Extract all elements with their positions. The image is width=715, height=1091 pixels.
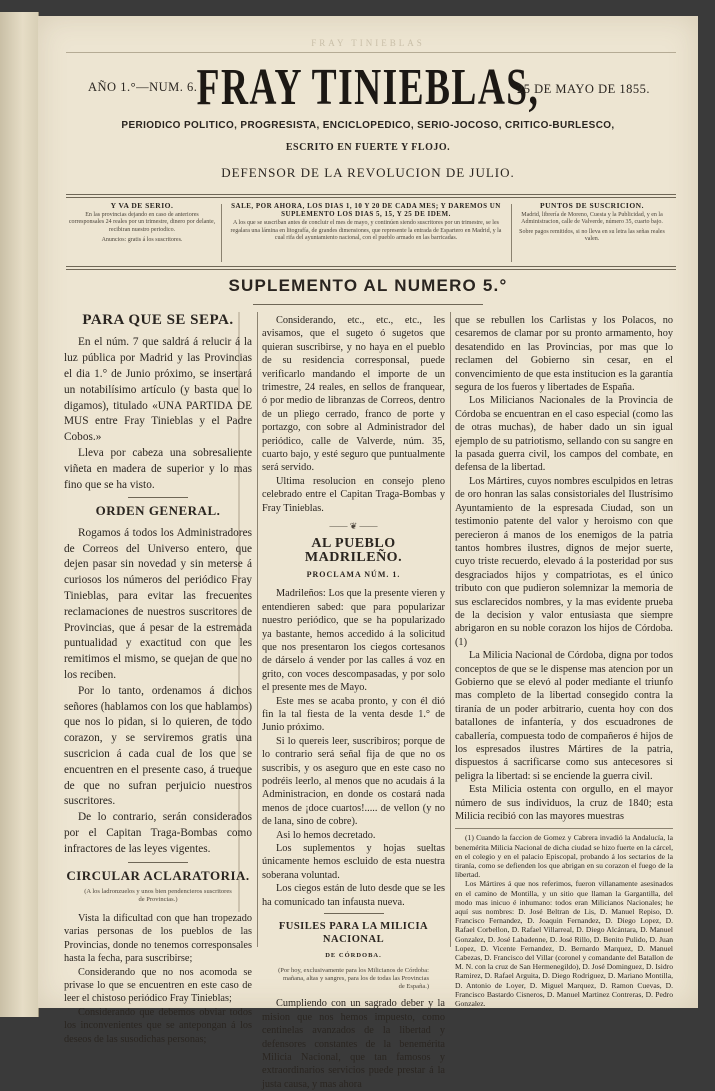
paragraph: Ultima resolucion en consejo pleno celebrado entre el Capitan Traga-Bombas y Fray Tinieblas. bbox=[262, 475, 445, 514]
heading-al-pueblo-madrileno: AL PUEBLO MADRILEÑO. bbox=[304, 536, 403, 565]
info-separator bbox=[511, 204, 512, 262]
fusiles-subheading: DE CÓRDOBA. bbox=[325, 951, 382, 959]
paragraph: Lleva por cabeza una sobresaliente viñeta en madera de superior y lo mas fino que se ha visto. bbox=[64, 446, 252, 491]
paragraph: que se rebullen los Carlistas y los Polacos, no cesaremos de clamar por su pronto armamento, hoy desatendido en las Provincias, por mas que lo reclamen del Gobierno sin cesar, en el convencimiento de que esta institucion es la garantía segura de los fueros y libertades de España. bbox=[455, 315, 673, 394]
info-right-note: Sobre pagos remitidos, si no lleva en su letra las señas reales valen. bbox=[519, 228, 665, 242]
masthead-title: FRAY TINIEBLAS, bbox=[196, 59, 540, 116]
paragraph: Vista la dificultad con que han tropezado varias personas de los pueblos de las Provincias, donde no tenemos corresponsales hasta la fecha, para suscribirse; bbox=[64, 912, 252, 965]
paragraph: Considerando que no nos acomoda se privase lo que se encuentren en este caso de leer el chistoso periódico Fray Tinieblas; bbox=[64, 966, 252, 1005]
column-2 bbox=[262, 314, 445, 1091]
info-box-left bbox=[68, 202, 216, 245]
paragraph: Por lo tanto, ordenamos á dichos señores (hablamos con los que hablamos) que nos lo pidan, si lo quieren, de todo corazon, y se serviremos gratis una suscricion á cada cual de los que se encuentren en el presente caso, á trueque de que no sufran perjuicio nuestros suscritores. bbox=[64, 684, 252, 808]
paragraph: Este mes se acaba pronto, y con él dió fin la tal fiesta de la venta desde 1.° de Junio próximo. bbox=[262, 695, 445, 734]
info-rule-bottom bbox=[66, 266, 676, 267]
paragraph: Asi lo hemos decretado. bbox=[276, 829, 376, 841]
issue-number: AÑO 1.°—NUM. 6. bbox=[88, 80, 198, 94]
paragraph: Si lo quereis leer, suscribiros; porque de lo contrario será señal fija de que no os suscribis, y os aseguro que en este caso no podréis leerlo, al menos que no acudais á la Administracion, en donde os costará nada menos de ¡doce cuartos!..... de vellon (y no de lana, sino de cobre). bbox=[262, 735, 445, 828]
info-right-heading: PUNTOS DE SUSCRICION. bbox=[540, 201, 644, 210]
info-left-note: Anuncios: gratis á los suscritores. bbox=[101, 237, 183, 243]
paragraph: Los ciegos están de luto desde que se les ha comunicado tan infausta nueva. bbox=[262, 883, 445, 908]
footnote: (1) Cuando la faccion de Gomez y Cabrera invadió la Andalucía, la benemérita Milicia Nacional de dicha ciudad se hizo fuerte en la cárcel, en el colegio y en el palacio Episcopal, probando á los sectarios de la tiranía, como se defienden los que abrigan en su corazon el fuego de la libertad. bbox=[455, 833, 673, 880]
paragraph: La Milicia Nacional de Córdoba, digna por todos conceptos de que se le dispense mas atencion por un Gobierno que se elevó al poder mediante el triunfo mas completo de la libertad consegido contra la tiranía de un poder arbitrario, cuenta hoy con dos batallones de infantería, y dos escuadrones de caballería, compuesta todo de compañeros é hijos de los espresados ilustres Mártires de la patria, dispuestos á sacrificarse como sus antecesores si peligra la libertad: si se enciende la guerra civil. bbox=[455, 650, 673, 782]
heading-orden-general: ORDEN GENERAL. bbox=[95, 503, 221, 519]
info-left-heading: Y VA DE SERIO. bbox=[110, 201, 174, 210]
heading-fusiles: FUSILES PARA LA MILICIA NACIONAL bbox=[278, 921, 429, 946]
footnote-rule bbox=[455, 828, 673, 829]
column-1 bbox=[64, 314, 252, 1046]
info-center-text: A los que se suscriban antes de concluir el mes de mayo, y continúen siendo suscritores por un trimestre, se les regalara una lámina en litografía, de grandes dimensiones, que represente la entrada de Espartero en Madrid, y la cual rifa del ayuntamiento nacional, con el pueblo armado en las barricadas. bbox=[230, 220, 502, 241]
supplement-heading: SUPLEMENTO AL NUMERO 5.° bbox=[228, 276, 508, 295]
info-center-heading: SALE, POR AHORA, LOS DIAS 1, 10 Y 20 DE CADA MES; Y DAREMOS UN SUPLEMENTO LOS DIAS 5, 15, Y 25 DE IDEM. bbox=[231, 202, 501, 218]
paragraph: Considerando que debemos obviar todos los inconvenientes que se antepongan á los deseos de las susodichas personas; bbox=[64, 1006, 252, 1045]
paragraph: Los suplementos y hojas sueltas únicamente hemos escluido de esta nuestra soberana voluntad. bbox=[262, 843, 445, 881]
masthead-defender: DEFENSOR DE LA REVOLUCION DE JULIO. bbox=[221, 165, 515, 180]
info-box-center bbox=[226, 202, 506, 243]
supplement-underline bbox=[253, 304, 483, 305]
paragraph: En el núm. 7 que saldrá á relucir á la luz pública por Madrid y las Provincias el dia 1.° de Junio próximo, se insertará un notabilísimo artículo (y basta que lo digamos), titulado «UNA PARTIDA DE MUS entre Fray Tinieblas y el Padre Cobos.» bbox=[64, 336, 252, 444]
info-left-text: En las provincias dejando en caso de anteriores corresponsales 24 reales por un trimestre, dinero por delante, recibiran nuestro periodico. bbox=[68, 211, 216, 233]
info-rule-top bbox=[66, 194, 676, 195]
issue-date: 25 DE MAYO DE 1855. bbox=[517, 82, 650, 96]
info-rule-top-2 bbox=[66, 197, 676, 198]
masthead-subtitle: PERIODICO POLITICO, PROGRESISTA, ENCICLOPEDICO, SERIO-JOCOSO, CRITICO-BURLESCO, bbox=[121, 119, 615, 131]
fusiles-note: (Por hoy, exclusivamente para los Milicianos de Córdoba: mañana, altas y sangres, para los de todas las Provincias de España.) bbox=[278, 967, 429, 991]
newspaper-page bbox=[38, 16, 698, 1090]
masthead-written: ESCRITO EN FUERTE Y FLOJO. bbox=[285, 142, 451, 153]
info-separator bbox=[221, 204, 222, 262]
info-rule-bottom-2 bbox=[66, 269, 676, 270]
column-rule bbox=[257, 312, 258, 947]
footnote: Los Mártires á que nos referimos, fueron villanamente asesinados en el camino de Montilla, y un sitio que llaman la Gargantilla, del modo mas inicuo é inhumano: todos eran Milicianos Nacionales; he aquí sus nombres: D. José Beltran de Lis, D. Manuel Repiso, D. Francisco Fernandez, D. Joaquin Fernandez, D. Diego Lopez, D. Rafael Corbellon, D. Rafael Villarreal, D. Diego Alcántara, D. Manuel Gonzalez, D. José Labadenne, D. José Rillo, D. Benito Pulido, D. Juan Lopez, D. Vicente Fernandez, D. Bernardo Marquez, D. Manuel Cabezas, D. Francisco del Villar (coronel y comandante del Batallon de M. N. con la cruz de San Hermenegildo), D. José Dominguez, D. Isidro Ramirez, D. Rafael Arguita, D. Diego Rodriguez, D. Mariano Montilla, D. Antonio de Loyer, D. Miguel Marquez, D. Ramon Cuevas, D. Francisco Bastardo Cisneros, D. Manuel Martinez Contreras, D. Pedro Gonzalez. bbox=[455, 879, 673, 1009]
heading-para-que-se-sepa: PARA QUE SE SEPA. bbox=[82, 312, 234, 328]
info-right-text: Madrid, librería de Moreno, Cuesta y la Publicidad, y en la Administracion, calle de Valverde, número 35, cuarto bajo. bbox=[521, 211, 663, 225]
ghost-title: FRAY TINIEBLAS bbox=[311, 38, 425, 48]
paragraph: Considerando, etc., etc., etc., les avisamos, que el sugeto ó sugetos que quieran suscribirse, y no haya en el pueblo de su residencia corresponsal, puede verificarlo mandando el importe de un trimestre, 24 reales, en sellos de franquear, ó por medio de libranzas de Correos, dentro de un pliego cerrado, franco de porte y portazgo, con sobre al Administrador del periódico, calle de Valverde, núm. 35, cuarto bajo, y esté seguro que puntualmente será servido. bbox=[262, 315, 445, 474]
top-rule bbox=[66, 52, 676, 53]
proclama-subheading: PROCLAMA NÚM. 1. bbox=[306, 569, 401, 579]
divider bbox=[128, 862, 188, 863]
paragraph: Madrileños: Los que la presente vieren y entendieren sabed: que para popularizar nuestro periódico, que se ha popularizado ya bastante, hemos accedido á la solicitud que nos presentaron los ciegos cortesanos de dárselo á vender por las calles á voz en grito, con voces descompasadas, y por solo el presente mes de Mayo. bbox=[262, 588, 445, 694]
circular-note: (A los ladronzuelos y unos bien pendencieros suscritores de Provincias.) bbox=[84, 887, 232, 903]
heading-circular-aclaratoria: CIRCULAR ACLARATORIA. bbox=[66, 867, 250, 883]
info-box-right bbox=[516, 202, 668, 244]
divider bbox=[128, 497, 188, 498]
paragraph: De lo contrario, serán considerados por el Capitan Traga-Bombas como infractores de las leyes vigentes. bbox=[64, 811, 252, 855]
paragraph: Los Milicianos Nacionales de la Provincia de Córdoba se encuentran en el caso especial (como las de otras muchas), de haber dado un sin igual ejemplo de su patriotismo, sellando con su sangre en la pasada guerra civil, los campos del combate, en defensa de la libertad. bbox=[455, 395, 673, 474]
ornament-divider: —— ❦ —— bbox=[329, 521, 378, 532]
column-rule bbox=[450, 312, 451, 947]
footnotes bbox=[455, 833, 673, 1008]
paragraph: Esta Milicia ostenta con orgullo, en el mayor número de sus individuos, la cruz de 1840; esta Milicia recibió con las mayores muestras bbox=[455, 784, 673, 823]
scan-binding-edge bbox=[0, 12, 39, 1017]
paragraph: Cumpliendo con un sagrado deber y la mision que nos hemos impuesto, como centinelas avanzados de la libertad y defensores constantes de la benemérita Milicia Nacional, que tan famosos y extraordinarios servicios puede prestar á la justa causa, y mas ahora bbox=[262, 998, 445, 1090]
column-3 bbox=[455, 314, 673, 1008]
paragraph: Los Mártires, cuyos nombres esculpidos en letras de oro honran las salas consistoriales del Ilustrísimo Ayuntamiento de la espresada Ciudad, son un testimonio patente del valor y heroismo con que perecieron á manos de los enemigos de la patria tantos hombres ilustres, dignos de mejor suerte, cuyo triste recuerdo, elevado á la posteridad por sus desgraciados hijos y compatriotas, es el único tributo con que pudieron solemnizar la memoria de sus esclarecidos nombres, y la mas evidente prueba de la decision y valor entusiasta que siempre abrigaron en su noble corazon los hijos de Córdoba. (1) bbox=[455, 475, 673, 648]
paragraph: Rogamos á todos los Administradores de Correos del Universo entero, que dejen pasar sin novedad y sin meterse á curiosos los números del periódico Fray Tinieblas, para evitar las frecuentes reclamaciones de nuestros suscritores de Provincias, que á pesar de la estremada puntualidad y exactitud con que les remitimos el mismo, se quejan de que no los reciben. bbox=[64, 526, 252, 681]
divider bbox=[324, 913, 384, 914]
